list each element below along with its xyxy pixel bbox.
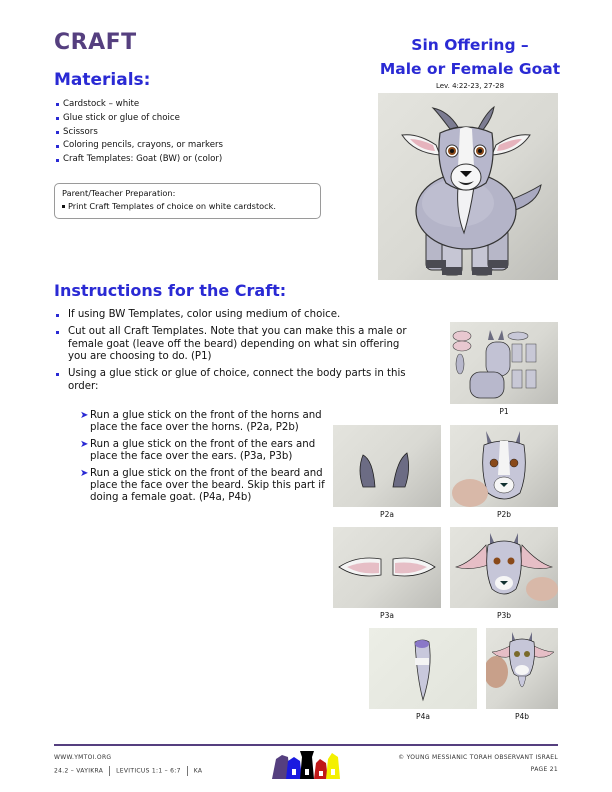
craft-subject-title: Sin Offering – Male or Female Goat bbox=[379, 36, 561, 78]
photo-p4a-beard bbox=[369, 628, 477, 709]
list-item: Cut out all Craft Templates. Note that you can make this a male or female goat (leave off the beard) depending on what sin offering you are choosing to do. (P1) bbox=[56, 326, 446, 364]
finished-goat-photo bbox=[378, 93, 558, 280]
preparation-title: Parent/Teacher Preparation: bbox=[62, 188, 176, 198]
materials-heading: Materials: bbox=[54, 70, 151, 90]
instructions-list bbox=[56, 309, 446, 398]
footer-copyright: © YOUNG MESSIANIC TORAH OBSERVANT ISRAEL bbox=[398, 754, 558, 761]
caption-p2b: P2b bbox=[496, 510, 512, 519]
list-item: ➤ Run a glue stick on the front of the ears and place the face over the ears. (P3a, P3b) bbox=[80, 439, 316, 462]
logo-figures-icon bbox=[268, 749, 344, 781]
bullet-icon bbox=[62, 205, 65, 208]
instructions-heading: Instructions for the Craft: bbox=[54, 281, 287, 300]
caption-p3b: P3b bbox=[496, 611, 512, 620]
materials-list bbox=[56, 98, 223, 167]
list-item: Scissors bbox=[56, 126, 223, 140]
bullet-icon bbox=[56, 117, 59, 120]
photo-p3b-face-ears bbox=[450, 527, 558, 608]
list-item: Print Craft Templates of choice on white cardstock. bbox=[62, 200, 313, 213]
bullet-icon bbox=[56, 373, 59, 376]
page-title: CRAFT bbox=[54, 30, 137, 55]
caption-p1: P1 bbox=[499, 407, 509, 416]
bullet-icon bbox=[56, 159, 59, 162]
bullet-icon bbox=[56, 314, 59, 317]
photo-p2b-face-horns bbox=[450, 425, 558, 507]
arrow-bullet-icon: ➤ bbox=[80, 468, 89, 479]
scripture-reference: Lev. 4:22-23, 27-28 bbox=[435, 82, 505, 90]
bullet-icon bbox=[56, 103, 59, 106]
footer-lesson-info: 24.2 – VAYIKRA LEVITICUS 1:1 – 6:7 KA bbox=[54, 767, 203, 775]
photo-p4b-face-beard bbox=[486, 628, 558, 709]
caption-p2a: P2a bbox=[380, 510, 394, 519]
page-number: PAGE 21 bbox=[530, 766, 558, 773]
list-item: If using BW Templates, color using medium of choice. bbox=[56, 309, 446, 322]
goat-illustration bbox=[378, 93, 558, 280]
preparation-box bbox=[54, 183, 321, 219]
footer-separator bbox=[109, 766, 110, 776]
list-item: Glue stick or glue of choice bbox=[56, 112, 223, 126]
bullet-icon bbox=[56, 131, 59, 134]
bullet-icon bbox=[56, 331, 59, 334]
footer-separator bbox=[187, 766, 188, 776]
footer-website[interactable]: WWW.YMTOI.ORG bbox=[54, 754, 112, 761]
sub-instructions-list bbox=[80, 410, 325, 509]
photo-p3a-ears bbox=[333, 527, 441, 608]
caption-p3a: P3a bbox=[380, 611, 394, 620]
arrow-bullet-icon: ➤ bbox=[80, 439, 89, 450]
caption-p4a: P4a bbox=[416, 712, 430, 721]
bullet-icon bbox=[56, 145, 59, 148]
list-item: ➤ Run a glue stick on the front of the beard and place the face over the beard. Skip this part if doing a female goat. (P4a, P4b) bbox=[80, 468, 325, 503]
list-item: Using a glue stick or glue of choice, connect the body parts in this order: bbox=[56, 368, 446, 394]
caption-p4b: P4b bbox=[514, 712, 530, 721]
list-item: Craft Templates: Goat (BW) or (color) bbox=[56, 153, 223, 167]
photo-p2a-horns bbox=[333, 425, 441, 507]
photo-p1-templates bbox=[450, 322, 558, 404]
footer-divider bbox=[54, 744, 558, 746]
list-item: Cardstock – white bbox=[56, 98, 223, 112]
list-item: Coloring pencils, crayons, or markers bbox=[56, 139, 223, 153]
list-item: ➤ Run a glue stick on the front of the horns and place the face over the horns. (P2a, P2b) bbox=[80, 410, 322, 433]
arrow-bullet-icon: ➤ bbox=[80, 410, 89, 421]
ymtoi-logo bbox=[268, 749, 344, 781]
